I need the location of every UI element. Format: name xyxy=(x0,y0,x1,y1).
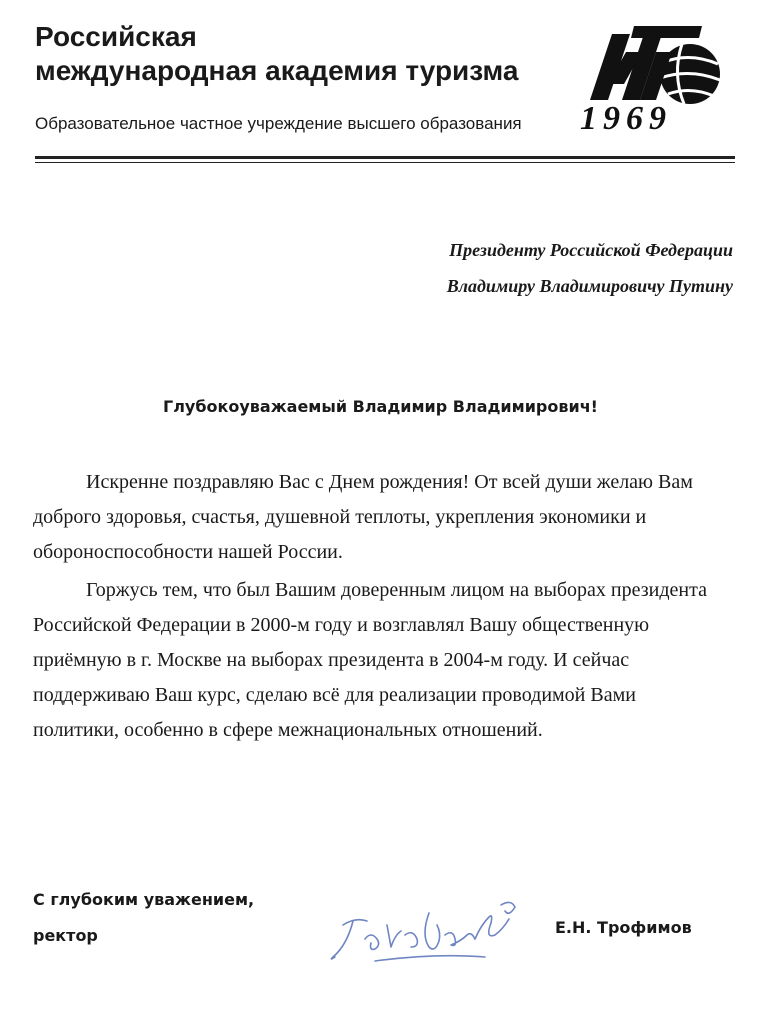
body-line: Российской Федерации в 2000-м году и возглавлял Вашу общественную xyxy=(33,614,650,636)
org-name-line1: Российская xyxy=(35,21,197,52)
body-line: Искренне поздравляю Вас с Днем рождения! От всей души желаю Вам xyxy=(86,471,693,493)
rmat-logo-icon xyxy=(572,22,737,137)
body-line: обороноспособности нашей России. xyxy=(33,541,343,563)
signature-icon xyxy=(325,895,530,975)
signer-name: Е.Н. Трофимов xyxy=(555,918,692,937)
addressee-line1: Президенту Российской Федерации xyxy=(449,240,733,260)
body-line: приёмную в г. Москве на выборах президента в 2004-м году. И сейчас xyxy=(33,649,630,671)
org-subtitle: Образовательное частное учреждение высшего образования xyxy=(35,114,522,133)
body-line: доброго здоровья, счастья, душевной теплоты, укрепления экономики и xyxy=(33,506,647,528)
addressee-line2: Владимиру Владимировичу Путину xyxy=(446,276,733,296)
logo-year: 1969 xyxy=(580,100,672,137)
body-line: политики, особенно в сфере межнациональных отношений. xyxy=(33,719,543,741)
org-name-line2: международная академия туризма xyxy=(35,55,519,86)
header-rule-thin xyxy=(35,162,735,163)
closing xyxy=(33,882,254,954)
addressee xyxy=(447,232,733,304)
body-paragraph-2 xyxy=(33,573,733,748)
org-name xyxy=(35,20,518,88)
body-paragraph-1 xyxy=(33,465,733,570)
body-line: Горжусь тем, что был Вашим доверенным лицом на выборах президента xyxy=(86,579,707,601)
closing-line2: ректор xyxy=(33,926,98,945)
closing-line1: С глубоким уважением, xyxy=(33,890,255,909)
salutation: Глубокоуважаемый Владимир Владимирович! xyxy=(163,397,598,416)
header-rule-thick xyxy=(35,156,735,159)
body-line: поддерживаю Ваш курс, сделаю всё для реализации проводимой Вами xyxy=(33,684,636,706)
